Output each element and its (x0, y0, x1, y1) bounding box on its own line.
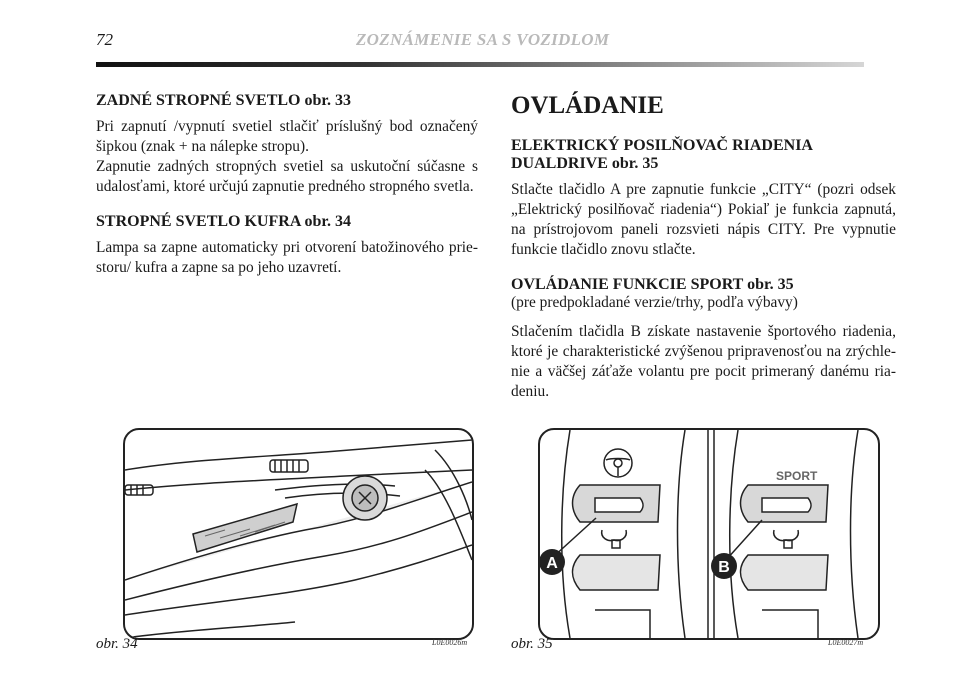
sport-paragraph: Stlačením tlačidla B získate nastavenie športového riadenia, ktoré je charakteristické zvýšenou pripravenosťou na zrýchlenie a väčšej záťaže volantu pre pocit primeraný danému riadeniu. (511, 323, 896, 400)
trunk-light-paragraph: Lampa sa zapne automaticky pri otvorení batožinového priestoru/ kufra a zapne sa po jeho uzavretí. (96, 239, 478, 276)
trunk-light-heading: STROPNÉ SVETLO KUFRA obr. 34 (96, 213, 352, 230)
rear-ceiling-light-paragraph-2: Zapnutie zadných stropných svetiel sa uskutoční súčasne s udalosťami, ktoré určujú zapnutie predného stropného svetla. (96, 158, 478, 195)
sport-label: SPORT (776, 469, 818, 483)
dualdrive-paragraph: Stlačte tlačidlo A pre zapnutie funkcie „CITY“ (pozri odsek „Elektrický posilňovač riadenia“) Pokiaľ je funkcia zapnutá, na prístrojovom paneli rozsvieti nápis CITY. Pre vypnutie funkcie tlačidlo znovu stlačte. (511, 181, 896, 258)
header-rule (96, 62, 864, 67)
figure-35-code: L0E0027m (828, 638, 864, 647)
label-b: B (718, 559, 730, 576)
trunk-light-illustration (125, 430, 472, 638)
sport-availability-note: (pre predpokladané verzie/trhy, podľa výbavy) (511, 294, 798, 311)
sport-heading: OVLÁDANIE FUNKCIE SPORT obr. 35 (511, 276, 794, 293)
left-column (96, 92, 478, 292)
right-column (511, 92, 896, 416)
steering-buttons-illustration (540, 430, 878, 638)
figure-34-trunk-light (123, 428, 474, 640)
label-a: A (546, 555, 558, 572)
figure-34-caption: obr. 34 (96, 636, 138, 652)
figure-35-steering-buttons (538, 428, 880, 640)
rear-ceiling-light-heading: ZADNÉ STROPNÉ SVETLO obr. 33 (96, 92, 352, 109)
figure-35-caption: obr. 35 (511, 636, 553, 652)
rear-ceiling-light-paragraph-1: Pri zapnutí /vypnutí svetiel stlačiť príslušný bod označený šipkou (znak + na nálepke stropu). (96, 118, 478, 155)
running-head: ZOZNÁMENIE SA S VOZIDLOM (356, 30, 610, 49)
page-number: 72 (96, 30, 113, 49)
dualdrive-heading: ELEKTRICKÝ POSILŇOVAČ RIADENIA DUALDRIVE obr. 35 (511, 137, 813, 172)
figure-34-code: L0E0026m (432, 638, 468, 647)
controls-title: OVLÁDANIE (511, 92, 664, 119)
